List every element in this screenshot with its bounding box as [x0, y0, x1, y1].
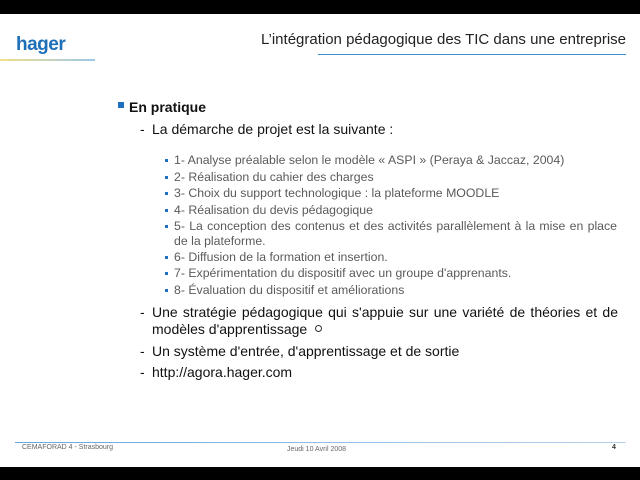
step-text: 3- Choix du support technologique : la plateforme MOODLE: [174, 186, 500, 200]
section-heading: [118, 99, 206, 115]
step-text: 1- Analyse préalable selon le modèle « ASPI » (Peraya & Jaccaz, 2004): [174, 153, 565, 167]
bullet-icon: [165, 256, 168, 259]
dash-bullet-icon: -: [140, 121, 145, 137]
bullet-icon: [165, 192, 168, 195]
square-bullet-icon: [118, 102, 124, 108]
pointer-cursor-icon: [315, 325, 322, 332]
url-link[interactable]: http://agora.hager.com: [152, 364, 293, 380]
list-item-text-content: Une stratégie pédagogique qui s'appuie sur une variété de théories et de modèles d'apprentissage: [152, 304, 618, 337]
logo-underline: [0, 59, 95, 61]
dash-bullet-icon: -: [140, 304, 145, 320]
title-underline: [318, 54, 626, 55]
bullet-icon: [165, 176, 168, 179]
bullet-icon: [165, 272, 168, 275]
dash-bullet-icon: -: [140, 343, 145, 359]
list-item-text: [152, 304, 618, 338]
step-text: 7- Expérimentation du dispositif avec un groupe d'apprenants.: [174, 266, 512, 280]
bullet-icon: [165, 289, 168, 292]
step-text: 5- La conception des contenus et des activités parallèlement à la mise en place de la plateforme.: [174, 219, 617, 248]
list-item-text: La démarche de projet est la suivante :: [152, 121, 394, 137]
slide-title: L’intégration pédagogique des TIC dans une entreprise: [261, 31, 626, 48]
slide: [0, 14, 640, 467]
step-text: 6- Diffusion de la formation et insertion.: [174, 250, 388, 264]
dash-bullet-icon: -: [140, 364, 145, 380]
bullet-icon: [165, 209, 168, 212]
page-number: 4: [612, 444, 616, 451]
hager-logo: hager: [16, 34, 66, 55]
list-item-text: Un système d'entrée, d'apprentissage et de sortie: [152, 343, 460, 359]
footer-date: Jeudi 10 Avril 2008: [287, 446, 347, 453]
step-text: 2- Réalisation du cahier des charges: [174, 170, 374, 184]
step-text: 8- Évaluation du dispositif et améliorations: [174, 283, 405, 297]
footer-event: CEMAFORAD 4 - Strasbourg: [22, 444, 114, 451]
bullet-icon: [165, 159, 168, 162]
bullet-icon: [165, 225, 168, 228]
footer-divider: [15, 442, 626, 443]
section-heading-text: En pratique: [129, 99, 207, 115]
step-text: 4- Réalisation du devis pédagogique: [174, 203, 373, 217]
